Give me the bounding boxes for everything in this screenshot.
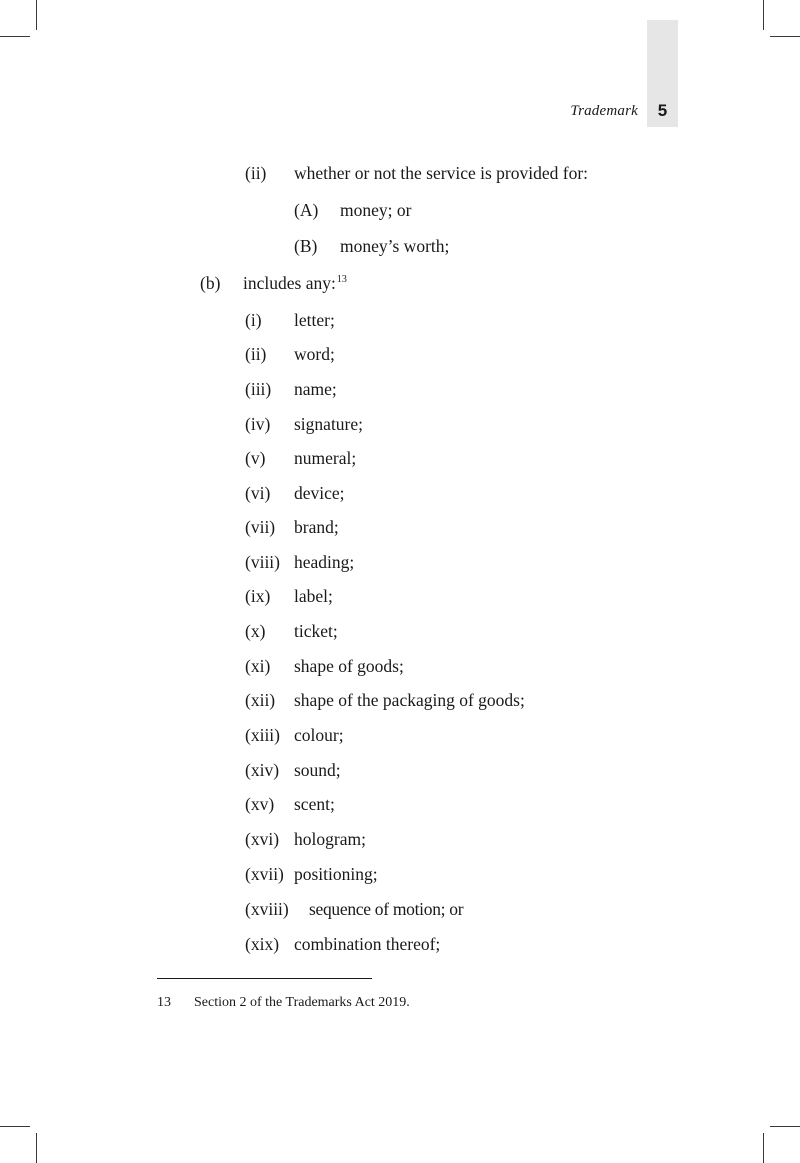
item-text: combination thereof; xyxy=(294,934,441,954)
item-text: numeral; xyxy=(294,448,357,468)
item-text: money; or xyxy=(340,200,412,220)
item-text: signature; xyxy=(294,414,364,434)
item-text: scent; xyxy=(294,794,335,814)
item-number: (ii) xyxy=(245,163,267,183)
item-number: (x) xyxy=(245,621,266,641)
item-text: sound; xyxy=(294,760,341,780)
item-text: hologram; xyxy=(294,829,366,849)
crop-mark xyxy=(763,0,764,30)
item-number: (xv) xyxy=(245,794,275,814)
item-number: (ix) xyxy=(245,586,271,606)
item-number: (b) xyxy=(200,273,221,293)
footnote-number: 13 xyxy=(157,995,171,1010)
item-number: (xii) xyxy=(245,690,276,710)
running-title: Trademark xyxy=(570,103,638,119)
item-text: device; xyxy=(294,483,345,503)
item-text: ticket; xyxy=(294,621,338,641)
item-text: name; xyxy=(294,379,337,399)
item-number: (iii) xyxy=(245,379,272,399)
item-number: (xviii) xyxy=(245,899,289,919)
item-text: colour; xyxy=(294,725,344,745)
item-number: (xiv) xyxy=(245,760,280,780)
crop-mark xyxy=(0,36,30,37)
item-number: (i) xyxy=(245,310,262,330)
item-text: brand; xyxy=(294,517,339,537)
item-text: whether or not the service is provided for: xyxy=(294,163,589,183)
item-number: (xvi) xyxy=(245,829,280,849)
footnote-reference[interactable]: 13 xyxy=(336,274,347,286)
item-number: (ii) xyxy=(245,344,267,364)
item-number: (vi) xyxy=(245,483,271,503)
item-number: (vii) xyxy=(245,517,276,537)
crop-mark xyxy=(36,0,37,30)
item-number: (A) xyxy=(294,200,319,220)
crop-mark xyxy=(36,1133,37,1163)
item-text: money’s worth; xyxy=(340,236,450,256)
item-number: (v) xyxy=(245,448,266,468)
crop-mark xyxy=(770,36,800,37)
item-text: shape of the packaging of goods; xyxy=(294,690,525,710)
item-number: (viii) xyxy=(245,552,280,572)
item-text: label; xyxy=(294,586,333,606)
page-number: 5 xyxy=(657,101,668,120)
item-text: letter; xyxy=(294,310,335,330)
crop-mark xyxy=(0,1126,30,1127)
footnote-separator xyxy=(157,978,372,979)
item-text: sequence of motion; or xyxy=(309,899,464,919)
item-text: word; xyxy=(294,344,335,364)
item-number: (xiii) xyxy=(245,725,280,745)
item-text: includes any: xyxy=(243,273,336,293)
item-text: positioning; xyxy=(294,864,378,884)
item-text: heading; xyxy=(294,552,355,572)
crop-mark xyxy=(763,1133,764,1163)
crop-mark xyxy=(770,1126,800,1127)
item-text: shape of goods; xyxy=(294,656,404,676)
item-number: (B) xyxy=(294,236,318,256)
item-number: (iv) xyxy=(245,414,271,434)
footnote-text: Section 2 of the Trademarks Act 2019. xyxy=(194,995,410,1010)
item-number: (xix) xyxy=(245,934,280,954)
item-number: (xi) xyxy=(245,656,271,676)
item-number: (xvii) xyxy=(245,864,284,884)
